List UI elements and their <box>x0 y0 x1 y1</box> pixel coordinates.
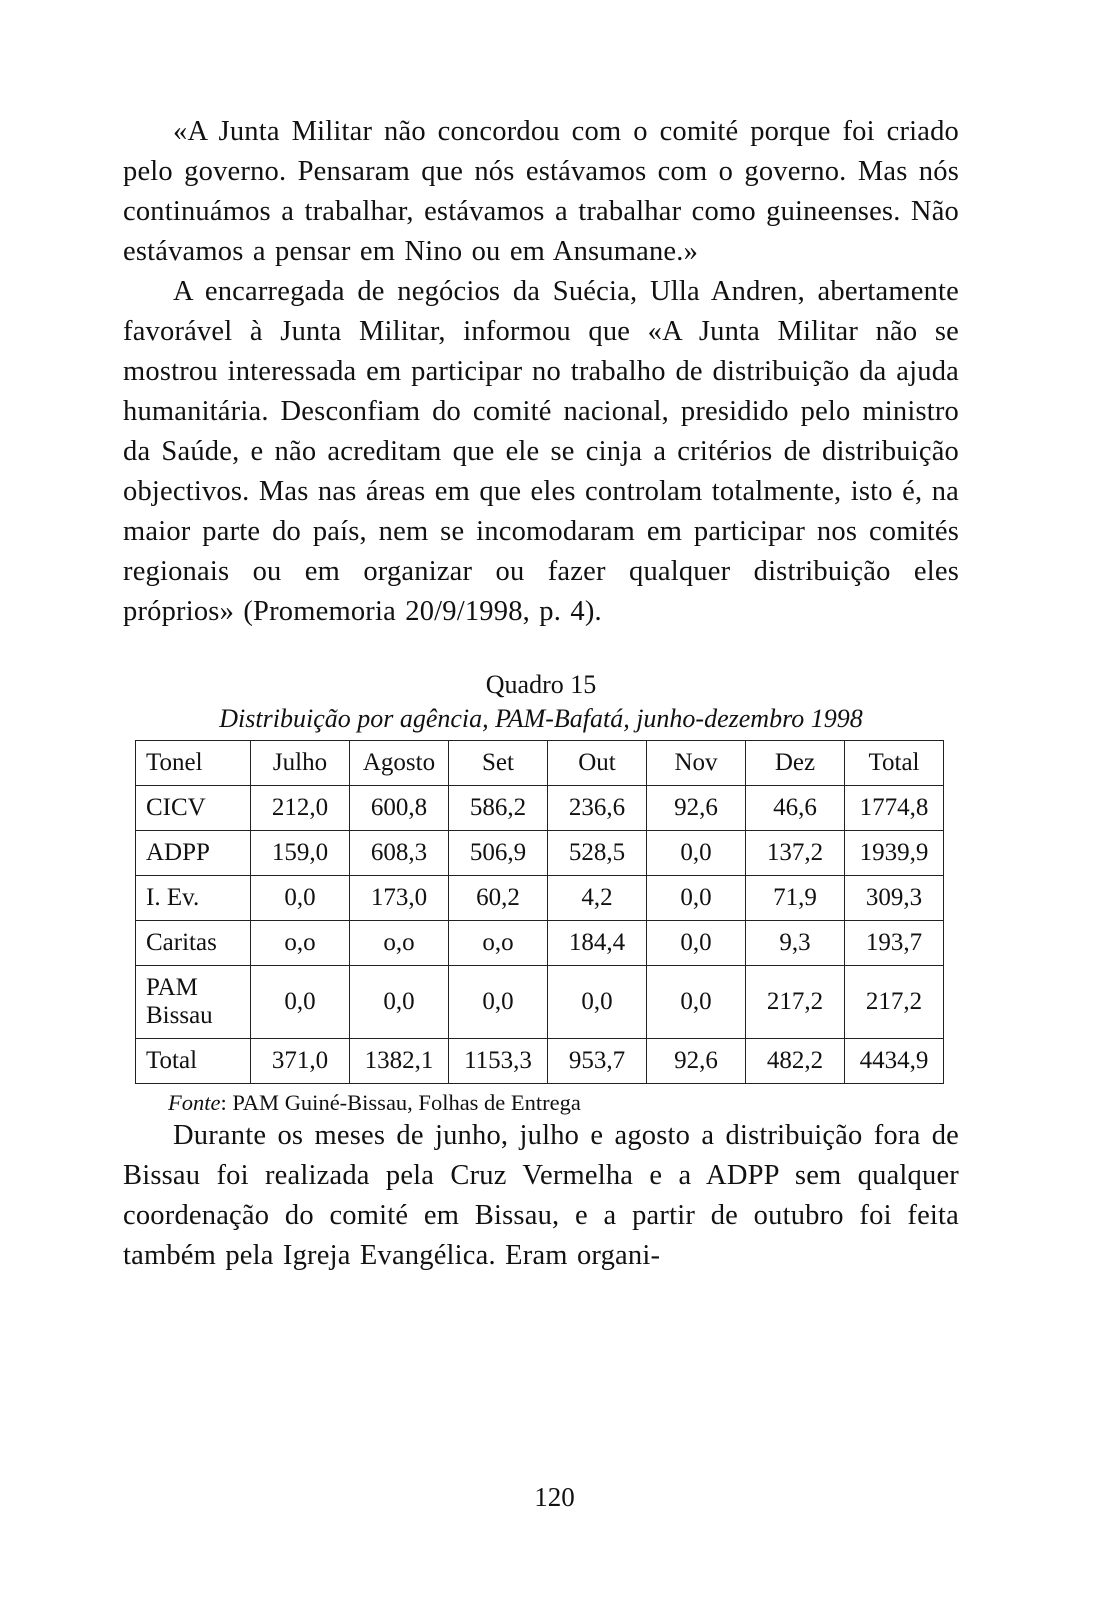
value-cell: 0,0 <box>647 966 746 1039</box>
quote-paragraph: «A Junta Militar não concordou com o comité porque foi criado pelo governo. Pensaram que nós estávamos com o governo. Mas nós continuámos a trabalhar, estávamos a trabalhar como guineenses. Não estávamos a pensar em Nino ou em Ansumane.» <box>123 116 959 267</box>
table-source-text: : PAM Guiné-Bissau, Folhas de Entrega <box>220 1090 581 1115</box>
value-cell: 586,2 <box>449 786 548 831</box>
row-label-cell: I. Ev. <box>136 876 251 921</box>
value-cell: 371,0 <box>251 1039 350 1084</box>
value-cell: 953,7 <box>548 1039 647 1084</box>
row-label-cell: Caritas <box>136 921 251 966</box>
value-cell: 528,5 <box>548 831 647 876</box>
body-paragraph: Durante os meses de junho, julho e agosto a distribuição fora de Bissau foi realizada pela Cruz Vermelha e a ADPP sem qualquer coordenação do comité em Bissau, e a partir de outubro foi feita também pela Igreja Evangélica. Eram organi- <box>123 1120 959 1271</box>
value-cell: 217,2 <box>845 966 944 1039</box>
value-cell: 1774,8 <box>845 786 944 831</box>
table-header-cell: Total <box>845 741 944 786</box>
table-row <box>136 831 944 876</box>
value-cell: 137,2 <box>746 831 845 876</box>
value-cell: 4,2 <box>548 876 647 921</box>
value-cell: 212,0 <box>251 786 350 831</box>
value-cell: 9,3 <box>746 921 845 966</box>
table-row <box>136 921 944 966</box>
table-block <box>123 670 959 1116</box>
value-cell: 92,6 <box>647 786 746 831</box>
value-cell: 608,3 <box>350 831 449 876</box>
text-column <box>123 112 959 1276</box>
table-header-cell: Out <box>548 741 647 786</box>
value-cell: 0,0 <box>251 966 350 1039</box>
table-caption-number: Quadro 15 <box>485 670 597 699</box>
value-cell: o,o <box>449 921 548 966</box>
value-cell: 506,9 <box>449 831 548 876</box>
value-cell: 71,9 <box>746 876 845 921</box>
page-number: 120 <box>534 1482 575 1512</box>
value-cell: 0,0 <box>647 876 746 921</box>
distribution-table <box>135 740 944 1084</box>
table-source <box>168 1090 959 1116</box>
table-row <box>136 786 944 831</box>
row-label-cell: Total <box>136 1039 251 1084</box>
value-cell: 46,6 <box>746 786 845 831</box>
value-cell: 309,3 <box>845 876 944 921</box>
value-cell: 0,0 <box>548 966 647 1039</box>
table-header-cell: Nov <box>647 741 746 786</box>
value-cell: 0,0 <box>449 966 548 1039</box>
value-cell: 1153,3 <box>449 1039 548 1084</box>
value-cell: 1382,1 <box>350 1039 449 1084</box>
value-cell: 0,0 <box>350 966 449 1039</box>
value-cell: 184,4 <box>548 921 647 966</box>
agency-table-body <box>136 786 944 1084</box>
value-cell: 600,8 <box>350 786 449 831</box>
row-label-cell: ADPP <box>136 831 251 876</box>
value-cell: 1939,9 <box>845 831 944 876</box>
table-header-cell: Tonel <box>136 741 251 786</box>
value-cell: 159,0 <box>251 831 350 876</box>
row-label-cell: PAM Bissau <box>136 966 251 1039</box>
value-cell: 482,2 <box>746 1039 845 1084</box>
table-header-cell: Set <box>449 741 548 786</box>
body-paragraph: A encarregada de negócios da Suécia, Ulla Andren, abertamente favorável à Junta Militar, informou que «A Junta Militar não se mostrou interessada em participar no trabalho de distribuição da ajuda humanitária. Desconfiam do comité nacional, presidido pelo ministro da Saúde, e não acreditam que ele se cinja a critérios de distribuição objectivos. Mas nas áreas em que eles controlam totalmente, isto é, na maior parte do país, nem se incomodaram em participar nos comités regionais ou em organizar ou fazer qualquer distribuição eles próprios» (Promemoria 20/9/1998, p. 4). <box>123 276 959 627</box>
table-row <box>136 966 944 1039</box>
table-header-row <box>136 741 944 786</box>
value-cell: 92,6 <box>647 1039 746 1084</box>
value-cell: 217,2 <box>746 966 845 1039</box>
row-label-cell: CICV <box>136 786 251 831</box>
table-caption-title: Distribuição por agência, PAM-Bafatá, junho-dezembro 1998 <box>219 704 863 733</box>
value-cell: 173,0 <box>350 876 449 921</box>
table-header-cell: Dez <box>746 741 845 786</box>
value-cell: 236,6 <box>548 786 647 831</box>
value-cell: 0,0 <box>251 876 350 921</box>
table-header-cell: Julho <box>251 741 350 786</box>
table-source-label: Fonte <box>168 1090 221 1115</box>
value-cell: 0,0 <box>647 921 746 966</box>
table-header-cell: Agosto <box>350 741 449 786</box>
value-cell: 4434,9 <box>845 1039 944 1084</box>
value-cell: o,o <box>251 921 350 966</box>
value-cell: 0,0 <box>647 831 746 876</box>
value-cell: o,o <box>350 921 449 966</box>
value-cell: 60,2 <box>449 876 548 921</box>
value-cell: 193,7 <box>845 921 944 966</box>
table-row <box>136 876 944 921</box>
table-row <box>136 1039 944 1084</box>
